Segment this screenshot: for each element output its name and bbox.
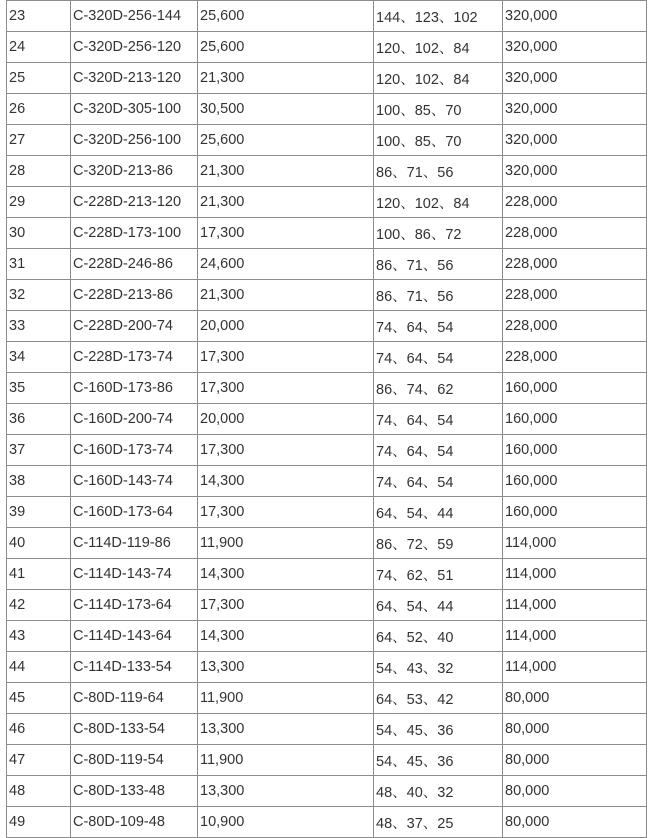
- capacity-cell: 228,000: [503, 187, 647, 218]
- table-row: [7, 32, 647, 63]
- table-row: [7, 435, 647, 466]
- sizes-cell: 64、54、44: [374, 497, 503, 528]
- row-index-cell: 29: [7, 187, 71, 218]
- capacity-cell: 228,000: [503, 280, 647, 311]
- capacity-cell: 114,000: [503, 590, 647, 621]
- model-cell: C-80D-119-54: [71, 745, 198, 776]
- value-cell: 14,300: [198, 466, 374, 497]
- model-cell: C-228D-173-74: [71, 342, 198, 373]
- table-row: [7, 94, 647, 125]
- value-cell: 21,300: [198, 156, 374, 187]
- table-row: [7, 249, 647, 280]
- value-cell: 24,600: [198, 249, 374, 280]
- row-index-cell: 43: [7, 621, 71, 652]
- value-cell: 25,600: [198, 32, 374, 63]
- value-cell: 20,000: [198, 404, 374, 435]
- capacity-cell: 80,000: [503, 807, 647, 838]
- row-index-cell: 28: [7, 156, 71, 187]
- value-cell: 17,300: [198, 590, 374, 621]
- row-index-cell: 30: [7, 218, 71, 249]
- table-row: [7, 652, 647, 683]
- value-cell: 11,900: [198, 745, 374, 776]
- value-cell: 11,900: [198, 683, 374, 714]
- row-index-cell: 24: [7, 32, 71, 63]
- sizes-cell: 74、64、54: [374, 404, 503, 435]
- capacity-cell: 320,000: [503, 32, 647, 63]
- model-cell: C-160D-143-74: [71, 466, 198, 497]
- value-cell: 13,300: [198, 776, 374, 807]
- value-cell: 14,300: [198, 621, 374, 652]
- table-row: [7, 187, 647, 218]
- capacity-cell: 160,000: [503, 373, 647, 404]
- table-row: [7, 466, 647, 497]
- sizes-cell: 86、71、56: [374, 249, 503, 280]
- model-cell: C-320D-256-100: [71, 125, 198, 156]
- model-cell: C-114D-173-64: [71, 590, 198, 621]
- sizes-cell: 64、53、42: [374, 683, 503, 714]
- value-cell: 25,600: [198, 125, 374, 156]
- table-row: [7, 559, 647, 590]
- row-index-cell: 38: [7, 466, 71, 497]
- capacity-cell: 228,000: [503, 249, 647, 280]
- value-cell: 17,300: [198, 497, 374, 528]
- capacity-cell: 320,000: [503, 125, 647, 156]
- table-row: [7, 776, 647, 807]
- row-index-cell: 27: [7, 125, 71, 156]
- table-row: [7, 342, 647, 373]
- sizes-cell: 144、123、102: [374, 1, 503, 32]
- table-row: [7, 621, 647, 652]
- sizes-cell: 54、43、32: [374, 652, 503, 683]
- capacity-cell: 114,000: [503, 559, 647, 590]
- table-row: [7, 1, 647, 32]
- table-row: [7, 807, 647, 838]
- sizes-cell: 100、85、70: [374, 125, 503, 156]
- value-cell: 11,900: [198, 528, 374, 559]
- spec-table: [6, 0, 647, 838]
- model-cell: C-320D-256-120: [71, 32, 198, 63]
- table-row: [7, 280, 647, 311]
- sizes-cell: 64、54、44: [374, 590, 503, 621]
- capacity-cell: 80,000: [503, 776, 647, 807]
- value-cell: 17,300: [198, 435, 374, 466]
- model-cell: C-114D-133-54: [71, 652, 198, 683]
- row-index-cell: 42: [7, 590, 71, 621]
- value-cell: 17,300: [198, 218, 374, 249]
- capacity-cell: 320,000: [503, 1, 647, 32]
- sizes-cell: 64、52、40: [374, 621, 503, 652]
- table-body: [7, 1, 647, 838]
- value-cell: 25,600: [198, 1, 374, 32]
- capacity-cell: 160,000: [503, 404, 647, 435]
- row-index-cell: 33: [7, 311, 71, 342]
- table-row: [7, 156, 647, 187]
- row-index-cell: 23: [7, 1, 71, 32]
- capacity-cell: 320,000: [503, 156, 647, 187]
- capacity-cell: 114,000: [503, 621, 647, 652]
- model-cell: C-114D-143-64: [71, 621, 198, 652]
- value-cell: 13,300: [198, 652, 374, 683]
- table-row: [7, 590, 647, 621]
- row-index-cell: 39: [7, 497, 71, 528]
- sizes-cell: 74、64、54: [374, 342, 503, 373]
- capacity-cell: 114,000: [503, 652, 647, 683]
- table-row: [7, 528, 647, 559]
- model-cell: C-80D-119-64: [71, 683, 198, 714]
- row-index-cell: 37: [7, 435, 71, 466]
- model-cell: C-228D-173-100: [71, 218, 198, 249]
- row-index-cell: 34: [7, 342, 71, 373]
- model-cell: C-228D-200-74: [71, 311, 198, 342]
- table-row: [7, 683, 647, 714]
- value-cell: 21,300: [198, 63, 374, 94]
- capacity-cell: 228,000: [503, 311, 647, 342]
- sizes-cell: 86、72、59: [374, 528, 503, 559]
- value-cell: 21,300: [198, 187, 374, 218]
- row-index-cell: 36: [7, 404, 71, 435]
- value-cell: 30,500: [198, 94, 374, 125]
- table-row: [7, 714, 647, 745]
- model-cell: C-160D-173-74: [71, 435, 198, 466]
- sizes-cell: 74、64、54: [374, 466, 503, 497]
- row-index-cell: 41: [7, 559, 71, 590]
- table-row: [7, 63, 647, 94]
- model-cell: C-114D-143-74: [71, 559, 198, 590]
- model-cell: C-320D-305-100: [71, 94, 198, 125]
- model-cell: C-320D-256-144: [71, 1, 198, 32]
- capacity-cell: 320,000: [503, 63, 647, 94]
- model-cell: C-114D-119-86: [71, 528, 198, 559]
- sizes-cell: 48、37、25: [374, 807, 503, 838]
- model-cell: C-80D-133-48: [71, 776, 198, 807]
- sizes-cell: 48、40、32: [374, 776, 503, 807]
- row-index-cell: 31: [7, 249, 71, 280]
- sizes-cell: 54、45、36: [374, 714, 503, 745]
- capacity-cell: 228,000: [503, 342, 647, 373]
- model-cell: C-320D-213-120: [71, 63, 198, 94]
- row-index-cell: 49: [7, 807, 71, 838]
- row-index-cell: 35: [7, 373, 71, 404]
- value-cell: 17,300: [198, 373, 374, 404]
- row-index-cell: 32: [7, 280, 71, 311]
- sizes-cell: 100、86、72: [374, 218, 503, 249]
- table-row: [7, 218, 647, 249]
- sizes-cell: 74、64、54: [374, 435, 503, 466]
- sizes-cell: 86、71、56: [374, 156, 503, 187]
- capacity-cell: 160,000: [503, 497, 647, 528]
- row-index-cell: 48: [7, 776, 71, 807]
- sizes-cell: 74、62、51: [374, 559, 503, 590]
- value-cell: 10,900: [198, 807, 374, 838]
- row-index-cell: 45: [7, 683, 71, 714]
- capacity-cell: 160,000: [503, 435, 647, 466]
- model-cell: C-80D-109-48: [71, 807, 198, 838]
- sizes-cell: 120、102、84: [374, 32, 503, 63]
- row-index-cell: 25: [7, 63, 71, 94]
- model-cell: C-160D-173-64: [71, 497, 198, 528]
- model-cell: C-160D-173-86: [71, 373, 198, 404]
- value-cell: 21,300: [198, 280, 374, 311]
- table-row: [7, 311, 647, 342]
- sizes-cell: 86、71、56: [374, 280, 503, 311]
- value-cell: 20,000: [198, 311, 374, 342]
- capacity-cell: 160,000: [503, 466, 647, 497]
- model-cell: C-228D-213-86: [71, 280, 198, 311]
- sizes-cell: 54、45、36: [374, 745, 503, 776]
- value-cell: 17,300: [198, 342, 374, 373]
- row-index-cell: 47: [7, 745, 71, 776]
- row-index-cell: 26: [7, 94, 71, 125]
- model-cell: C-320D-213-86: [71, 156, 198, 187]
- value-cell: 13,300: [198, 714, 374, 745]
- row-index-cell: 44: [7, 652, 71, 683]
- capacity-cell: 80,000: [503, 714, 647, 745]
- sizes-cell: 120、102、84: [374, 187, 503, 218]
- model-cell: C-228D-246-86: [71, 249, 198, 280]
- table-row: [7, 373, 647, 404]
- capacity-cell: 320,000: [503, 94, 647, 125]
- capacity-cell: 114,000: [503, 528, 647, 559]
- model-cell: C-80D-133-54: [71, 714, 198, 745]
- table-row: [7, 497, 647, 528]
- row-index-cell: 40: [7, 528, 71, 559]
- model-cell: C-228D-213-120: [71, 187, 198, 218]
- table-row: [7, 745, 647, 776]
- sizes-cell: 100、85、70: [374, 94, 503, 125]
- model-cell: C-160D-200-74: [71, 404, 198, 435]
- sizes-cell: 74、64、54: [374, 311, 503, 342]
- table-row: [7, 125, 647, 156]
- sizes-cell: 86、74、62: [374, 373, 503, 404]
- row-index-cell: 46: [7, 714, 71, 745]
- capacity-cell: 80,000: [503, 683, 647, 714]
- capacity-cell: 80,000: [503, 745, 647, 776]
- value-cell: 14,300: [198, 559, 374, 590]
- table-row: [7, 404, 647, 435]
- sizes-cell: 120、102、84: [374, 63, 503, 94]
- capacity-cell: 228,000: [503, 218, 647, 249]
